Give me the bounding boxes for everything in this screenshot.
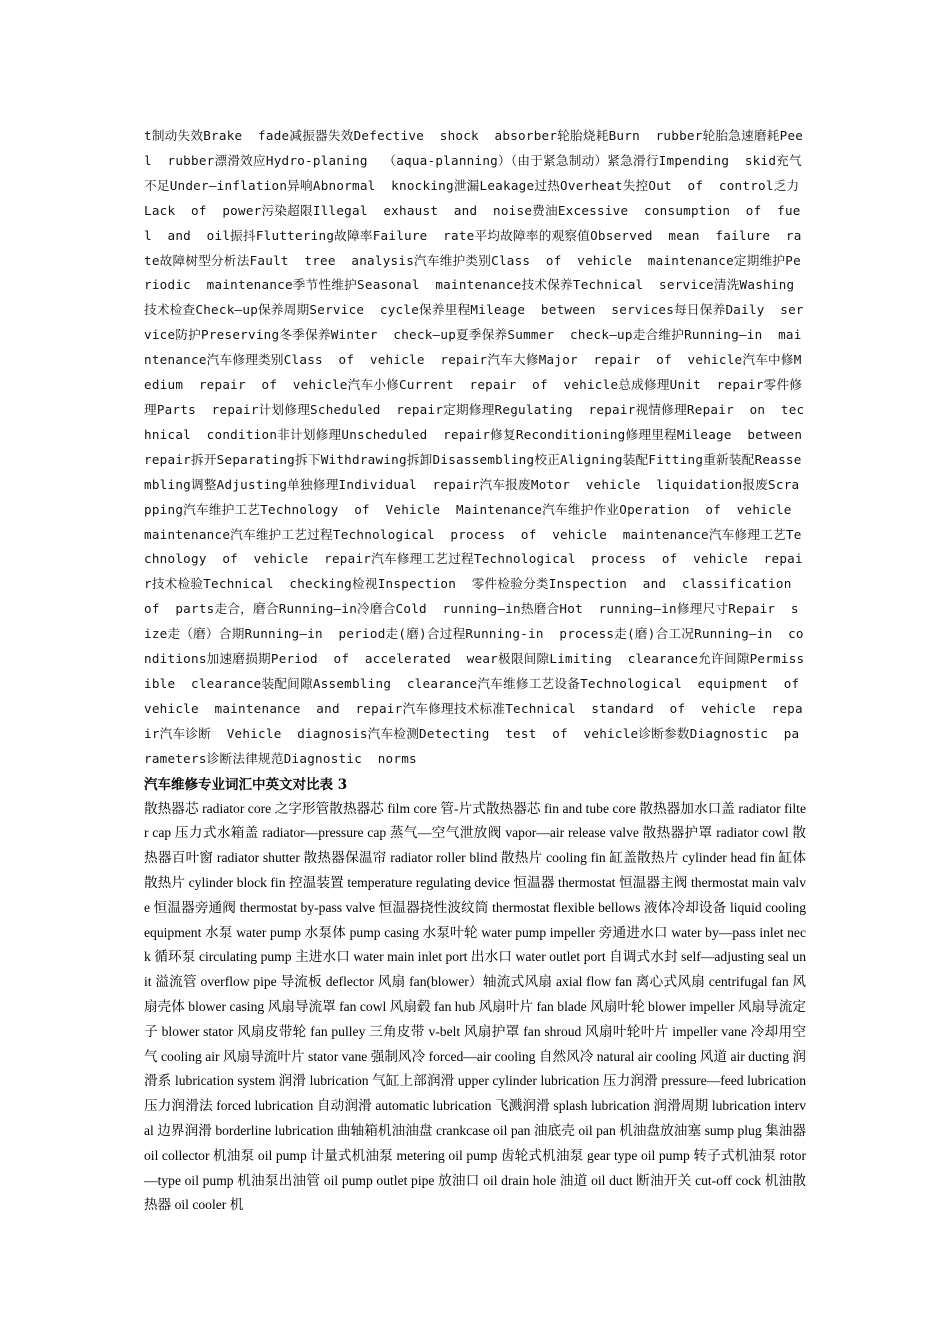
section-heading: 汽车维修专业词汇中英文对比表 3	[144, 776, 348, 793]
glossary-text-block-1: t制动失效Brake fade减振器失效Defective shock absorber轮胎烧耗Burn rubber轮胎急速磨耗Peel rubber漂滑效应Hydro-planing （aqua-planning）（由于紧急制动）紧急滑行Impending skid充气不足Under—inflation异响Abnormal knocking泄漏Leakage过热Overheat失控Out of control乏力Lack of power污染超限Illegal exhaust and noise费油Excessive consumption of fuel and oil振抖Fluttering故障率Failure rate平均故障率的观察值Observed mean failure rate故障树型分析法Fault tree analysis汽车维护类别Class of vehicle maintenance定期维护Periodic maintenance季节性维护Seasonal maintenance技术保养Technical service清洗Washing技术检查Check—up保养周期Service cycle保养里程Mileage between services每日保养Daily service防护Preserving冬季保养Winter check—up夏季保养Summer check—up走合维护Running—in maintenance汽车修理类别Class of vehicle repair汽车大修Major repair of vehicle汽车中修Medium repair of vehicle汽车小修Current repair of vehicle总成修理Unit repair零件修理Parts repair计划修理Scheduled repair定期修理Regulating repair视情修理Repair on technical condition非计划修理Unscheduled repair修复Reconditioning修理里程Mileage between repair拆开Separating拆下Withdrawing拆卸Disassembling校正Aligning装配Fitting重新装配Reassembling调整Adjusting单独修理Individual repair汽车报废Motor vehicle liquidation报废Scrapping汽车维护工艺Technology of Vehicle Maintenance汽车维护作业Operation of vehicle maintenance汽车维护工艺过程Technological process of vehicle maintenance汽车修理工艺Technology of vehicle repair汽车修理工艺过程Technological process of vehicle repair技术检验Technical checking检视Inspection 零件检验分类Inspection and classification of parts走合，磨合Running—in冷磨合Cold running—in热磨合Hot running—in修理尺寸Repair size走（磨）合期Running—in period走(磨)合过程Running-in process走(磨)合工况Running—in conditions加速磨损期Period of accelerated wear极限间隙Limiting clearance允许间隙Permissible clearance装配间隙Assembling clearance汽车维修工艺设备Technological equipment of vehicle maintenance and repair汽车修理技术标准Technical standard of vehicle repair汽车诊断 Vehicle diagnosis汽车检测Detecting test of vehicle诊断参数Diagnostic parameters诊断法律规范Diagnostic norms	[144, 128, 818, 766]
document-page	[144, 124, 818, 1218]
glossary-text-block-2: 散热器芯 radiator core 之字形管散热器芯 film core 管-片式散热器芯 fin and tube core 散热器加水口盖 radiator filter cap 压力式水箱盖 radiator—pressure cap 蒸气—空气泄放阀 vapor—air release valve 散热器护罩 radiator cowl 散热器百叶窗 radiator shutter 散热器保温帘 radiator roller blind 散热片 cooling fin 缸盖散热片 cylinder head fin 缸体散热片 cylinder block fin 控温装置 temperature regulating device 恒温器 thermostat 恒温器主阀 thermostat main valve 恒温器旁通阀 thermostat by-pass valve 恒温器挠性波纹筒 thermostat flexible bellows 液体冷却设备 liquid cooling equipment 水泵 water pump 水泵体 pump casing 水泵叶轮 water pump impeller 旁通进水口 water by—pass inlet neck 循环泵 circulating pump 主进水口 water main inlet port 出水口 water outlet port 自调式水封 self—adjusting seal unit 溢流管 overflow pipe 导流板 deflector 风扇 fan(blower）轴流式风扇 axial flow fan 离心式风扇 centrifugal fan 风扇壳体 blower casing 风扇导流罩 fan cowl 风扇毂 fan hub 风扇叶片 fan blade 风扇叶轮 blower impeller 风扇导流定子 blower stator 风扇皮带轮 fan pulley 三角皮带 v-belt 风扇护罩 fan shroud 风扇叶轮叶片 impeller vane 冷却用空气 cooling air 风扇导流叶片 stator vane 强制风冷 forced—air cooling 自然风冷 natural air cooling 风道 air ducting 润滑系 lubrication system 润滑 lubrication 气缸上部润滑 upper cylinder lubrication 压力润滑 pressure—feed lubrication 压力润滑法 forced lubrication 自动润滑 automatic lubrication 飞溅润滑 splash lubrication 润滑周期 lubrication interval 边界润滑 borderline lubrication 曲轴箱机油油盘 crankcase oil pan 油底壳 oil pan 机油盘放油塞 sump plug 集油器 oil collector 机油泵 oil pump 计量式机油泵 metering oil pump 齿轮式机油泵 gear type oil pump 转子式机油泵 rotor—type oil pump 机油泵出油管 oil pump outlet pipe 放油口 oil drain hole 油道 oil duct 断油开关 cut-off cock 机油散热器 oil cooler 机	[144, 800, 806, 1213]
